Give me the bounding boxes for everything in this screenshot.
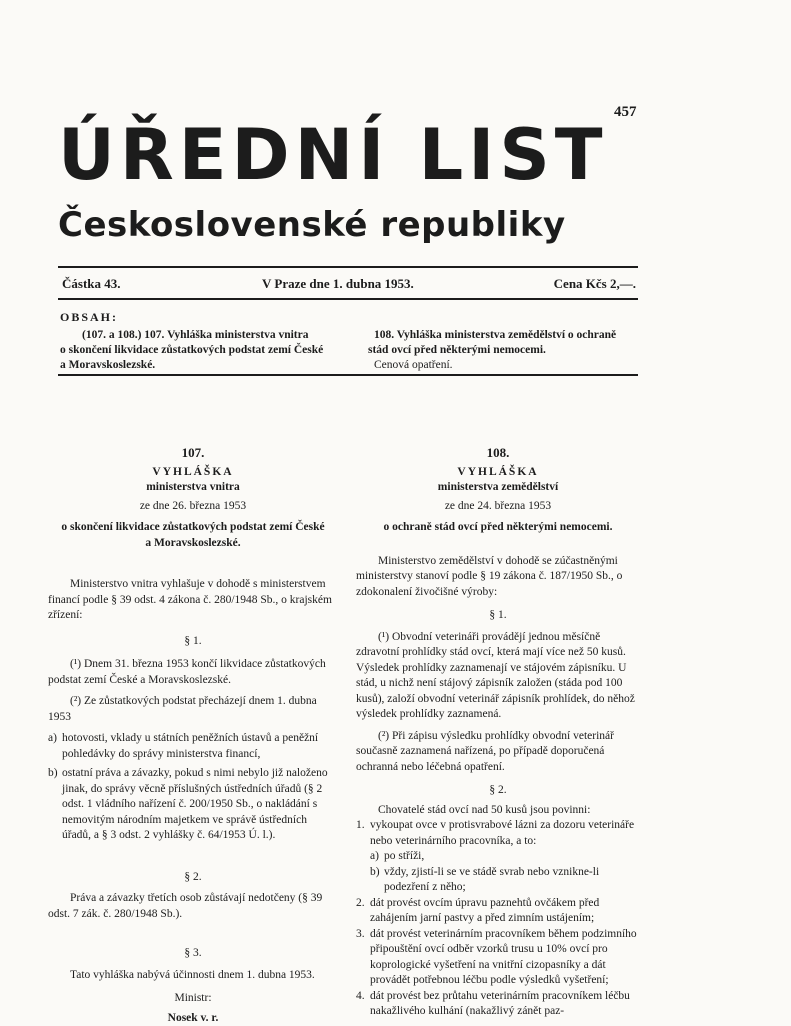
list-marker: 4. xyxy=(356,989,365,1005)
section-paragraph: Chovatelé stád ovcí nad 50 kusů jsou povinni: xyxy=(356,803,640,819)
list-marker: 1. xyxy=(356,818,365,834)
article-date: ze dne 26. března 1953 xyxy=(48,499,338,515)
issue-price: Cena Kčs 2,—. xyxy=(554,276,636,292)
issue-place-date: V Praze dne 1. dubna 1953. xyxy=(262,276,414,292)
section-paragraph: (²) Při zápisu výsledku prohlídky obvodní veterinář současně zaznamená nařízená, po případě doporučená ochranná nebo léčebná opatření. xyxy=(356,729,640,776)
list-text: vždy, zjistí-li se ve stádě svrab nebo vznikne-li podezření z něho; xyxy=(384,866,599,894)
section-paragraph: (¹) Obvodní veterináři provádějí jednou měsíčně zdravotní prohlídky stád ovcí, která mají více než 50 kusů. Výsledek prohlídky zaznamenají ve stájovém zápisníku. U stád, u nichž není stájový zápisník založen (stáda pod 100 kusů), založí obvodní veterinář zápisník prohlídek, do něhož výsledek prohlídky zaznamená. xyxy=(356,630,640,723)
page-number: 457 xyxy=(614,104,637,121)
list-text: dát provést veterinárním pracovníkem během podzimního připouštění ovcí odběr vzorků trusu u 10% ovcí pro koprologické vyšetření na vnitřní cizopasníky a dát provádět potřebnou léčbu podle výsledků vyšetření; xyxy=(370,928,637,987)
list-marker: 2. xyxy=(356,896,365,912)
list-item xyxy=(356,865,640,896)
list-marker: 3. xyxy=(356,927,365,943)
section-title: § 1. xyxy=(356,608,640,624)
contents-rule xyxy=(58,374,638,376)
article-number: 107. xyxy=(48,445,338,461)
article-issuer: ministerstva vnitra xyxy=(48,480,338,496)
article-kind: VYHLÁŠKA xyxy=(48,465,338,481)
issue-number: Částka 43. xyxy=(62,276,121,292)
section-title: § 3. xyxy=(48,946,338,962)
list-text: dát provést bez průtahu veterinárním pracovníkem léčbu nakažlivého kulhání (nakažlivý zánět paz- xyxy=(370,990,630,1018)
masthead-title: ÚŘEDNÍ LIST xyxy=(58,120,607,190)
contents-right-line: Cenová opatření. xyxy=(368,358,638,373)
contents-right xyxy=(368,328,638,373)
section-paragraph: Práva a závazky třetích osob zůstávají nedotčeny (§ 39 odst. 7 zák. č. 280/1948 Sb.). xyxy=(48,891,338,922)
section-paragraph: Tato vyhláška nabývá účinnosti dnem 1. dubna 1953. xyxy=(48,968,338,984)
contents-right-line: 108. Vyhláška ministerstva zemědělství o ochraně xyxy=(368,328,638,343)
list-text: ostatní práva a závazky, pokud s nimi nebylo již naloženo jinak, do správy věcně příslušných ústředních úřadů (§ 2 odst. 1 vládního nařízení č. 200/1950 Sb., o nakládání s nemovitým národním majetkem ve správě ústředních úřadů, a § 3 odst. 2 vyhlášky č. 64/1953 Ú. l.). xyxy=(62,767,328,841)
list-item xyxy=(356,989,640,1020)
article-kind: VYHLÁŠKA xyxy=(356,465,640,481)
list-marker: b) xyxy=(48,766,58,782)
contents-left-line: (107. a 108.) 107. Vyhláška ministerstva vnitra xyxy=(60,328,345,343)
list-text: vykoupat ovce v protisvrabové lázni za dozoru veterináře nebo veterinárního pracovníka, a to: xyxy=(370,819,634,847)
article-subject: o ochraně stád ovcí před některými nemocemi. xyxy=(356,520,640,536)
section-title: § 2. xyxy=(356,783,640,799)
section-paragraph: (²) Ze zůstatkových podstat přecházejí dnem 1. dubna 1953 xyxy=(48,694,338,725)
article-number: 108. xyxy=(356,445,640,461)
contents-left-line: o skončení likvidace zůstatkových podstat zemí České xyxy=(60,343,345,358)
contents-left-line: a Moravskoslezské. xyxy=(60,358,345,373)
contents-right-line: stád ovcí před některými nemocemi. xyxy=(368,343,638,358)
contents-left xyxy=(60,328,345,373)
article-intro: Ministerstvo zemědělství v dohodě se zúčastněnými ministerstvy stanoví podle § 19 zákona č. 187/1950 Sb., o zdokonalení živočišné výroby: xyxy=(356,554,640,601)
article-date: ze dne 24. března 1953 xyxy=(356,499,640,515)
masthead-subtitle: Československé republiky xyxy=(58,208,566,242)
section-title: § 1. xyxy=(48,634,338,650)
list-marker: b) xyxy=(370,865,380,881)
section-title: § 2. xyxy=(48,870,338,886)
header-rule-bottom xyxy=(58,298,638,300)
list-marker: a) xyxy=(48,731,57,747)
minister-name: Nosek v. r. xyxy=(48,1011,338,1026)
list-item xyxy=(48,731,338,762)
article-subject: o skončení likvidace zůstatkových podstat zemí České xyxy=(48,520,338,536)
list-item xyxy=(356,849,640,865)
list-item xyxy=(356,896,640,927)
section-paragraph: (¹) Dnem 31. března 1953 končí likvidace zůstatkových podstat zemí České a Moravskoslezské. xyxy=(48,657,338,688)
article-issuer: ministerstva zemědělství xyxy=(356,480,640,496)
list-text: po stříži, xyxy=(384,850,424,862)
list-item xyxy=(48,766,338,844)
list-text: dát provést ovcím úpravu paznehtů ovčákem před zahájením jarní pastvy a před zimním ustájením; xyxy=(370,897,599,925)
list-marker: a) xyxy=(370,849,379,865)
header-rule-top xyxy=(58,266,638,268)
list-text: hotovosti, vklady u státních peněžních ústavů a peněžní pohledávky do správy ministerstva financí, xyxy=(62,732,318,760)
minister-label: Ministr: xyxy=(48,991,338,1007)
contents-label: OBSAH: xyxy=(60,310,118,325)
list-item xyxy=(356,927,640,989)
article-108 xyxy=(356,445,640,1020)
article-107 xyxy=(48,445,338,1026)
article-intro: Ministerstvo vnitra vyhlašuje v dohodě s ministerstvem financí podle § 39 odst. 4 zákona č. 280/1948 Sb., o krajském zřízení: xyxy=(48,577,338,624)
list-item xyxy=(356,818,640,849)
article-subject: a Moravskoslezské. xyxy=(48,536,338,552)
